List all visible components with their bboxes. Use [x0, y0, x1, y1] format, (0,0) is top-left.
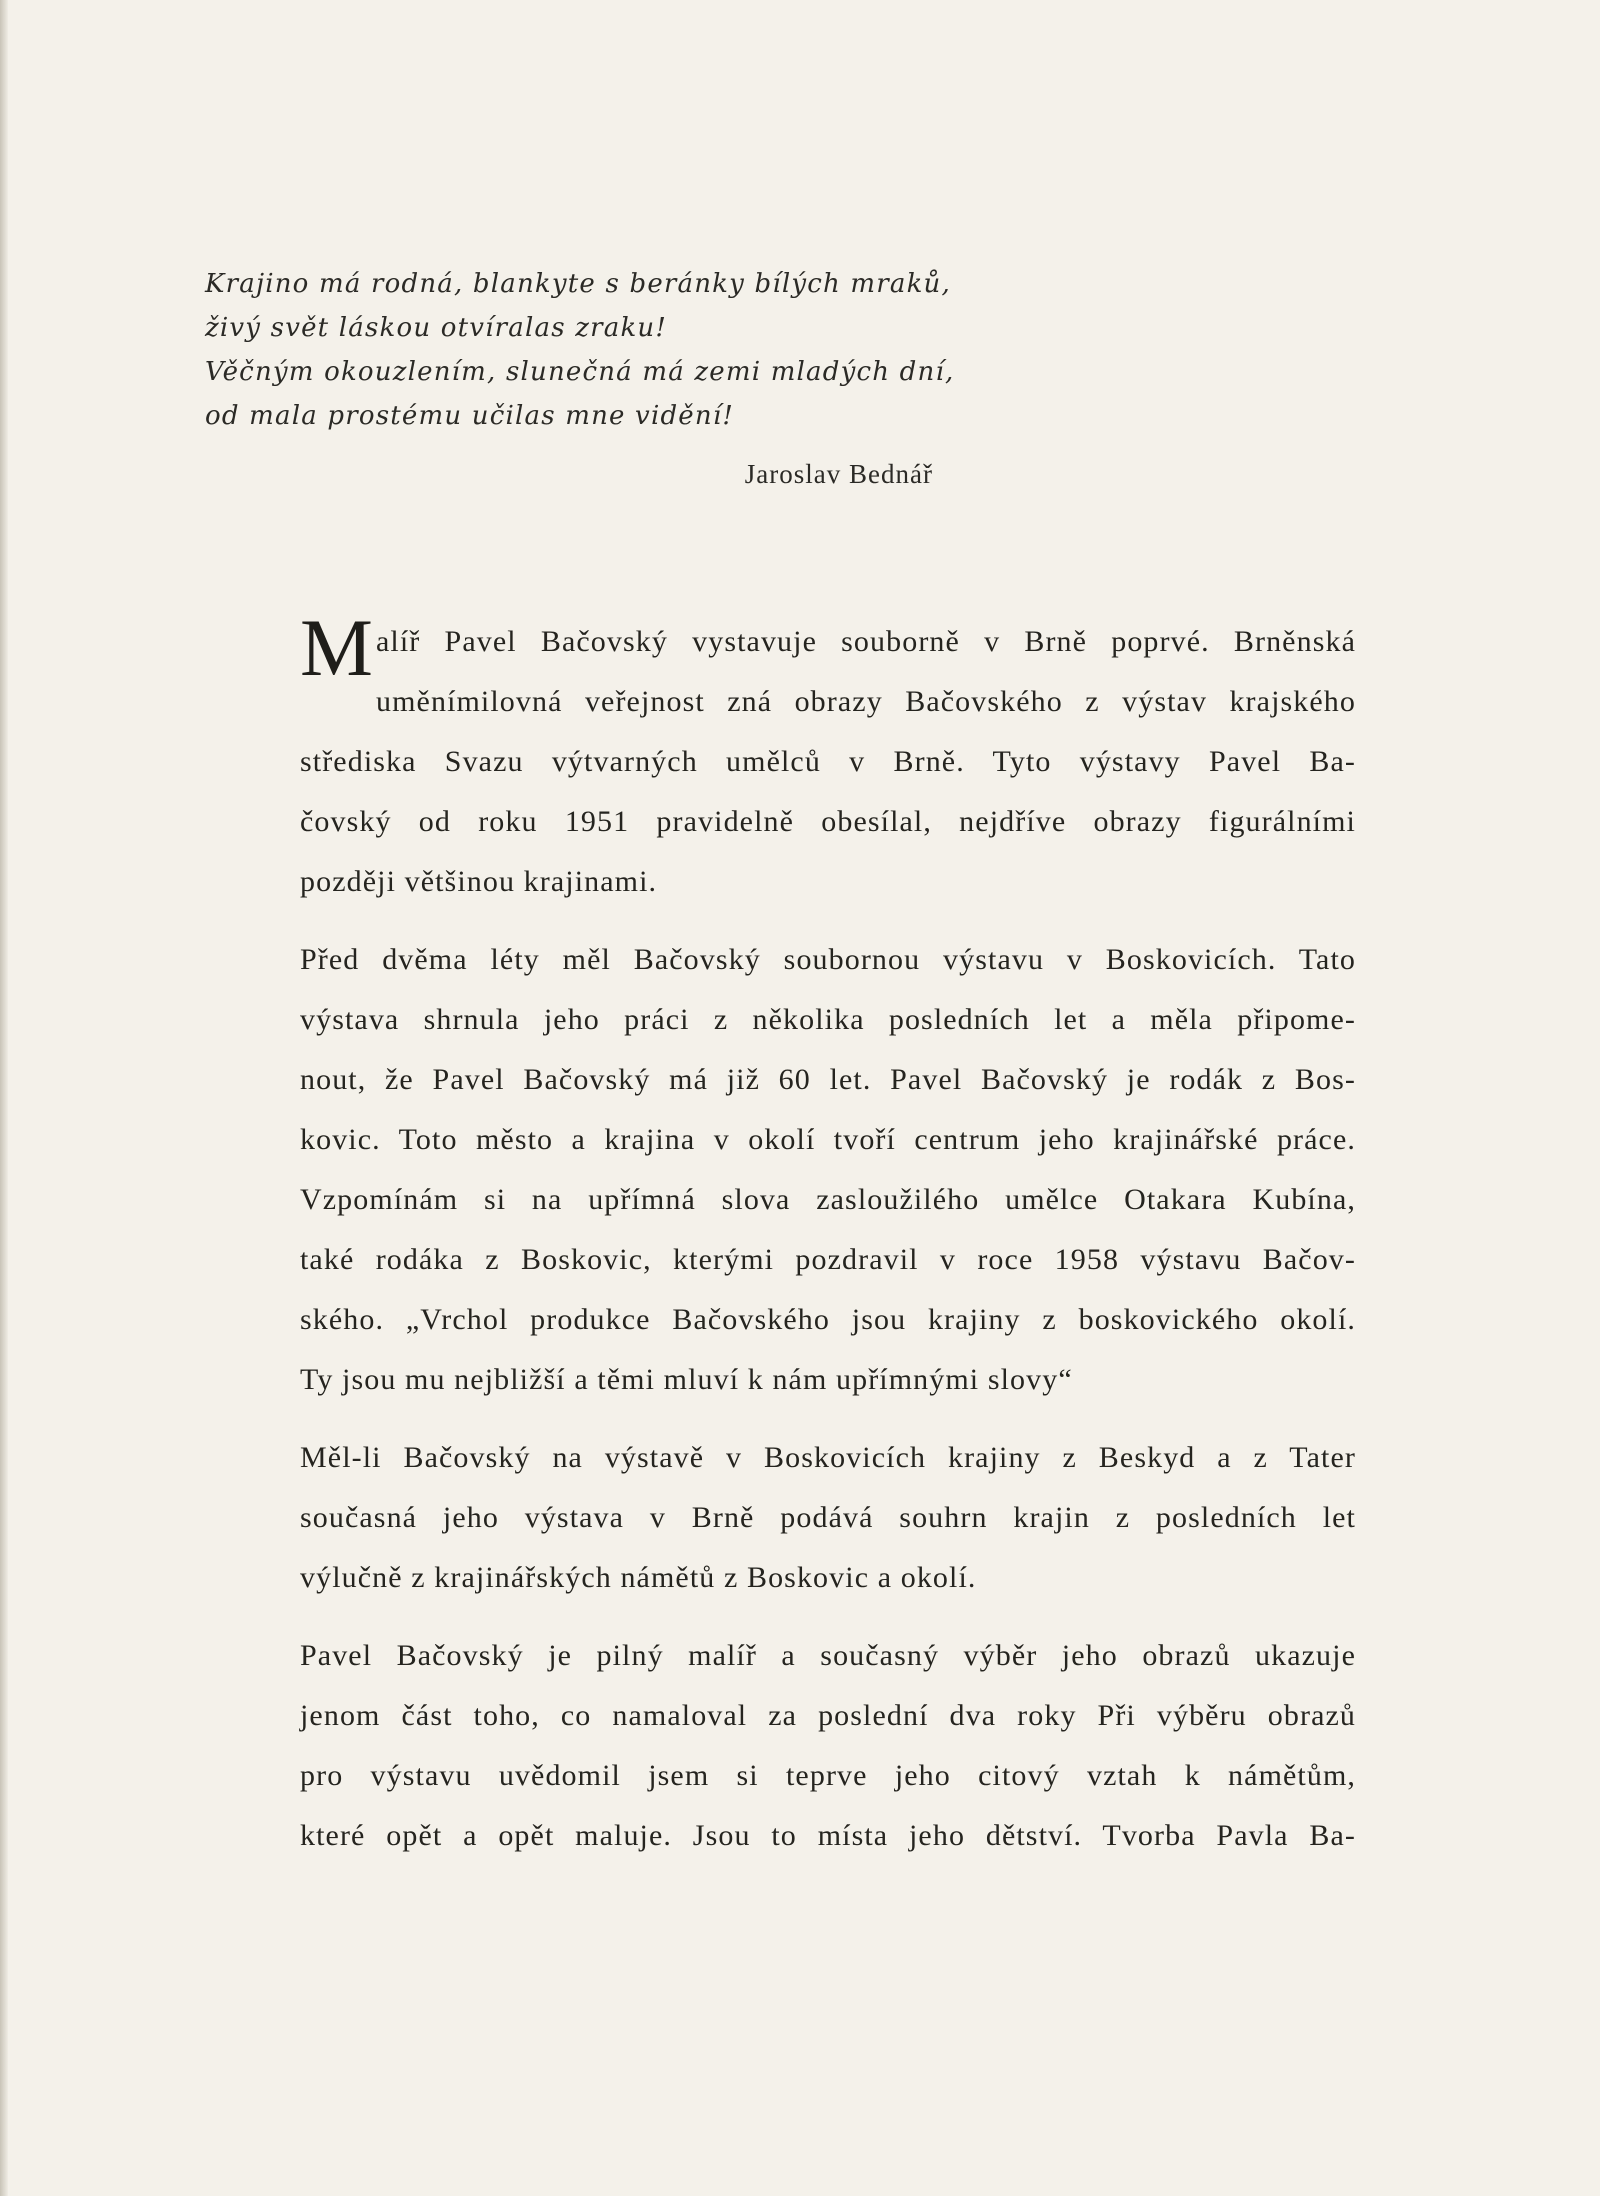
text-line: Před dvěma léty měl Bačovský soubornou výstavu v Boskovicích. Tato — [300, 943, 1356, 976]
text-line: střediska Svazu výtvarných umělců v Brně. Tyto výstavy Pavel Ba- — [300, 745, 1356, 778]
text-line: výlučně z krajinářských námětů z Boskovic a okolí. — [300, 1561, 977, 1594]
text-line: Měl-li Bačovský na výstavě v Boskovicích krajiny z Beskyd a z Tater — [300, 1441, 1356, 1474]
text-line: později většinou krajinami. — [300, 865, 658, 898]
poem-line: Věčným okouzlením, slunečná má zemi mladých dní, — [205, 357, 955, 387]
text-line: pro výstavu uvědomil jsem si teprve jeho citový vztah k námětům, — [300, 1759, 1356, 1792]
text-line: ského. „Vrchol produkce Bačovského jsou krajiny z boskovického okolí. — [300, 1303, 1356, 1336]
paragraph-1 — [300, 602, 1356, 912]
poem-author: Jaroslav Bednář — [744, 459, 933, 489]
text-line: Ty jsou mu nejbližší a těmi mluví k nám upřímnými slovy“ — [300, 1363, 1073, 1396]
drop-cap: M — [300, 602, 375, 693]
paragraph-3 — [300, 1428, 1356, 1608]
poem-line: Krajino má rodná, blankyte s beránky bílých mraků, — [205, 269, 951, 299]
paragraph-4 — [300, 1626, 1356, 1866]
poem-line: od mala prostému učilas mne vidění! — [205, 401, 735, 431]
text-line: nout, že Pavel Bačovský má již 60 let. Pavel Bačovský je rodák z Bos- — [300, 1063, 1356, 1096]
text-line: současná jeho výstava v Brně podává souhrn krajin z posledních let — [300, 1501, 1356, 1534]
text-line: Pavel Bačovský je pilný malíř a současný výběr jeho obrazů ukazuje — [300, 1639, 1356, 1672]
binding-edge — [0, 0, 8, 2196]
text-line: kovic. Toto město a krajina v okolí tvoří centrum jeho krajinářské práce. — [300, 1123, 1356, 1156]
text-line: také rodáka z Boskovic, kterými pozdravil v roce 1958 výstavu Bačov- — [300, 1243, 1356, 1276]
text-line: výstava shrnula jeho práci z několika posledních let a měla připome- — [300, 1003, 1356, 1036]
poem-line: živý svět láskou otvíralas zraku! — [205, 313, 667, 343]
text-line: uměnímilovná veřejnost zná obrazy Bačovského z výstav krajského — [376, 685, 1356, 718]
text-line: Vzpomínám si na upřímná slova zasloužilého umělce Otakara Kubína, — [300, 1183, 1356, 1216]
text-line: alíř Pavel Bačovský vystavuje souborně v Brně poprvé. Brněnská — [376, 625, 1356, 658]
paragraph-2 — [300, 930, 1356, 1410]
text-line: které opět a opět maluje. Jsou to místa jeho dětství. Tvorba Pavla Ba- — [300, 1819, 1356, 1852]
epigraph-poem — [205, 262, 955, 438]
text-line: čovský od roku 1951 pravidelně obesílal, nejdříve obrazy figurálními — [300, 805, 1356, 838]
text-line: jenom část toho, co namaloval za poslední dva roky Při výběru obrazů — [300, 1699, 1356, 1732]
article-body — [300, 602, 1356, 1884]
